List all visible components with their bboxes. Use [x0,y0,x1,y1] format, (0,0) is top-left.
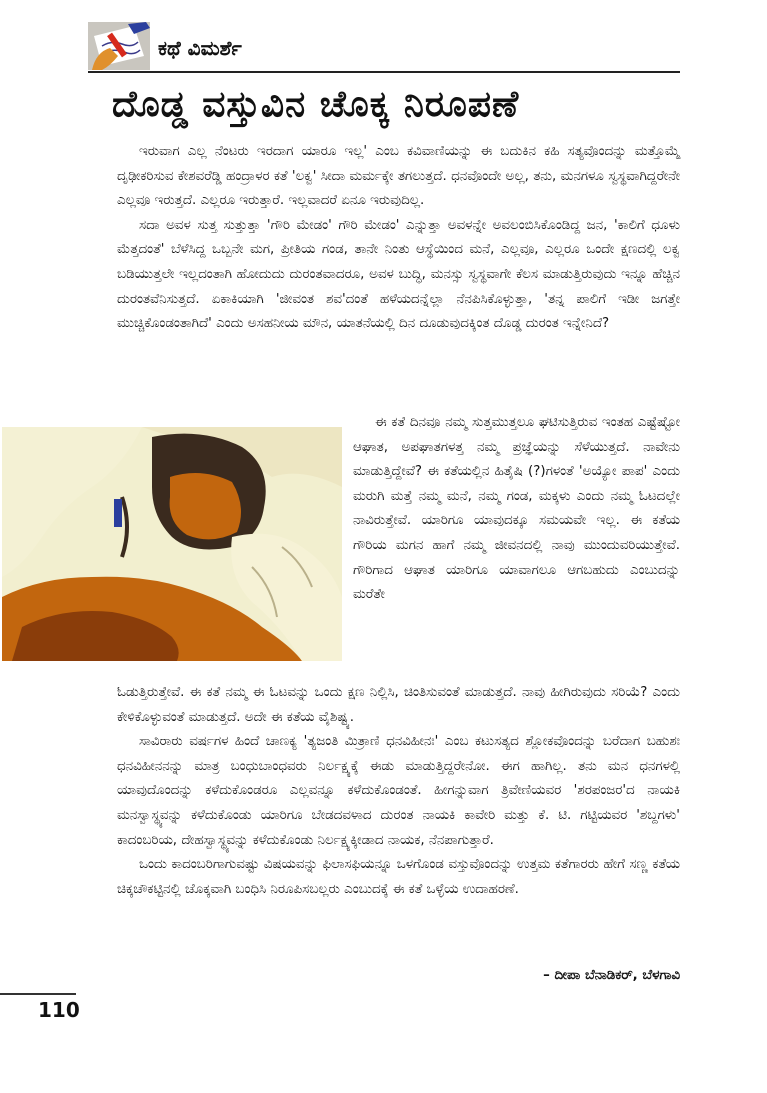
paragraph: ಸಾವಿರಾರು ವರ್ಷಗಳ ಹಿಂದೆ ಚಾಣಕ್ಯ 'ತ್ಯಜಂತಿ ಮಿತ್ರಾಣಿ ಧನವಿಹೀನಃ' ಎಂಬ ಕಟುಸತ್ಯದ ಶ್ಲೋಕವೊಂದನ್ನು ಬರೆದಾಗ ಬಹುಶಃ ಧನವಿಹೀನನನ್ನು ಮಾತ್ರ ಬಂಧುಬಾಂಧವರು ನಿರ್ಲಕ್ಷ್ಯಕ್ಕೆ ಈಡು ಮಾಡುತ್ತಿದ್ದರೇನೋ. ಈಗ ಹಾಗಿಲ್ಲ. ತನು ಮನ ಧನಗಳಲ್ಲಿ ಯಾವುದೊಂದನ್ನು ಕಳೆದುಕೊಂಡರೂ ಎಲ್ಲವನ್ನೂ ಕಳೆದುಕೊಂಡಂತೆ. ಹೀಗನ್ನುವಾಗ ತ್ರಿವೇಣಿಯವರ 'ಶರಪಂಜರ'ದ ನಾಯಕಿ ಮನಸ್ವಾಸ್ಥ್ಯವನ್ನು ಕಳೆದುಕೊಂಡು ಯಾರಿಗೂ ಬೇಡದವಳಾದ ದುರಂತ ನಾಯಕಿ ಕಾವೇರಿ ಮತ್ತು ಕೆ. ಟಿ. ಗಟ್ಟಿಯವರ 'ಶಬ್ದಗಳು' ಕಾದಂಬರಿಯ, ದೇಹಸ್ವಾಸ್ಥ್ಯವನ್ನು ಕಳೆದುಕೊಂಡು ನಿರ್ಲಕ್ಷ್ಯಕ್ಕೀಡಾದ ನಾಯಕ, ನೆನಪಾಗುತ್ತಾರೆ. [117,734,680,848]
article-title: ದೊಡ್ಡ ವಸ್ತುವಿನ ಚೊಕ್ಕ ನಿರೂಪಣೆ [112,84,520,125]
paragraph: ಓಡುತ್ತಿರುತ್ತೇವೆ. ಈ ಕತೆ ನಮ್ಮ ಈ ಓಟವನ್ನು ಒಂದು ಕ್ಷಣ ನಿಲ್ಲಿಸಿ, ಚಿಂತಿಸುವಂತೆ ಮಾಡುತ್ತದೆ. ನಾವು ಹೀಗಿರುವುದು ಸರಿಯೆ? ಎಂದು ಕೇಳಿಕೊಳ್ಳುವಂತೆ ಮಾಡುತ್ತದೆ. ಅದೇ ಈ ಕತೆಯ ವೈಶಿಷ್ಟ್ಯ. [117,685,680,725]
paragraph: ಒಂದು ಕಾದಂಬರಿಗಾಗುವಷ್ಟು ವಿಷಯವನ್ನು ಫಿಲಾಸಫಿಯನ್ನೂ ಒಳಗೊಂಡ ವಸ್ತುವೊಂದನ್ನು ಉತ್ತಮ ಕತೆಗಾರರು ಹೇಗೆ ಸಣ್ಣ ಕತೆಯ ಚಿಕ್ಕಚೌಕಟ್ಟಿನಲ್ಲಿ ಚೊಕ್ಕವಾಗಿ ಬಂಧಿಸಿ ನಿರೂಪಿಸಬಲ್ಲರು ಎಂಬುದಕ್ಕೆ ಈ ಕತೆ ಒಳ್ಳೆಯ ಉದಾಹರಣೆ. [117,857,680,897]
article-photo [2,427,342,661]
paragraph: ಈ ಕತೆ ದಿನವೂ ನಮ್ಮ ಸುತ್ತಮುತ್ತಲೂ ಘಟಿಸುತ್ತಿರುವ ಇಂತಹ ಎಷ್ಟೆಷ್ಟೋ ಆಘಾತ, ಅಪಘಾತಗಳತ್ತ ನಮ್ಮ ಪ್ರಜ್ಞೆಯನ್ನು ಸೆಳೆಯುತ್ತದೆ. ನಾವೇನು ಮಾಡುತ್ತಿದ್ದೇವೆ? ಈ ಕತೆಯಲ್ಲಿನ ಹಿತೈಷಿ (?)ಗಳಂತೆ 'ಅಯ್ಯೋ ಪಾಪ' ಎಂದು ಮರುಗಿ ಮತ್ತೆ ನಮ್ಮ ಮನೆ, ನಮ್ಮ ಗಂಡ, ಮಕ್ಕಳು ಎಂದು ನಮ್ಮ ಓಟದಲ್ಲೇ ನಾವಿರುತ್ತೇವೆ. ಯಾರಿಗೂ ಯಾವುದಕ್ಕೂ ಸಮಯವೇ ಇಲ್ಲ. ಈ ಕತೆಯ ಗೌರಿಯ ಮಗನ ಹಾಗೆ ನಮ್ಮ ಜೀವನದಲ್ಲಿ ನಾವು ಮುಂದುವರಿಯುತ್ತೇವೆ. ಗೌರಿಗಾದ ಆಘಾತ ಯಾರಿಗೂ ಯಾವಾಗಲೂ ಆಗಬಹುದು ಎಂಬುದನ್ನು ಮರೆತೇ [353,415,680,603]
pen-on-paper-icon [88,22,150,70]
author-signature: – ದೀಪಾ ಬೆನಾಡಿಕರ್, ಬೆಳಗಾವಿ [543,968,680,983]
page-number: 110 [38,998,80,1022]
section-label: ಕಥೆ ವಿಮರ್ಶೆ [158,36,242,60]
paragraph: ಸದಾ ಅವಳ ಸುತ್ತ ಸುತ್ತುತ್ತಾ 'ಗೌರಿ ಮೇಡಂ' ಗೌರಿ ಮೇಡಂ' ಎನ್ನುತ್ತಾ ಅವಳನ್ನೇ ಅವಲಂಬಿಸಿಕೊಂಡಿದ್ದ ಜನ, 'ಕಾಲಿಗೆ ಧೂಳು ಮೆತ್ತದಂತೆ' ಬೆಳೆಸಿದ್ದ ಒಬ್ಬನೇ ಮಗ, ಪ್ರೀತಿಯ ಗಂಡ, ತಾನೇ ನಿಂತು ಆಸ್ಥೆಯಿಂದ ಮನೆ, ಎಲ್ಲವೂ, ಎಲ್ಲರೂ ಒಂದೇ ಕ್ಷಣದಲ್ಲಿ ಲಕ್ವ ಬಡಿಯುತ್ತಲೇ ಇಲ್ಲದಂತಾಗಿ ಹೋದುದು ದುರಂತವಾದರೂ, ಅವಳ ಬುದ್ಧಿ, ಮನಸ್ಸು ಸ್ವಸ್ಥವಾಗೇ ಕೆಲಸ ಮಾಡುತ್ತಿರುವುದು ಇನ್ನೂ ಹೆಚ್ಚಿನ ದುರಂತವೆನಿಸುತ್ತದೆ. ಏಕಾಕಿಯಾಗಿ 'ಜೀವಂತ ಶವ'ದಂತೆ ಹಳೆಯದನ್ನೆಲ್ಲಾ ನೆನಪಿಸಿಕೊಳ್ಳುತ್ತಾ, 'ತನ್ನ ಪಾಲಿಗೆ ಇಡೀ ಜಗತ್ತೇ ಮುಚ್ಚಿಕೊಂಡಂತಾಗಿದೆ' ಎಂದು ಅಸಹನೀಯ ಮೌನ, ಯಾತನೆಯಲ್ಲಿ ದಿನ ದೂಡುವುದಕ್ಕಿಂತ ದೊಡ್ಡ ದುರಂತ ಇನ್ನೇನಿದೆ? [117,217,680,332]
article-body-bottom [117,681,680,902]
footer-divider [0,993,76,995]
article-body-side [353,411,680,608]
paragraph: ಇರುವಾಗ ಎಲ್ಲ ನೆಂಟರು ಇರದಾಗ ಯಾರೂ ಇಲ್ಲ' ಎಂಬ ಕವಿವಾಣಿಯನ್ನು ಈ ಬದುಕಿನ ಕಹಿ ಸತ್ಯವೊಂದನ್ನು ಮತ್ತೊಮ್ಮೆ ದೃಢೀಕರಿಸುವ ಕೇಶವರೆಡ್ಡಿ ಹಂದ್ರಾಳರ ಕತೆ 'ಲಕ್ವ' ಸೀದಾ ಮರ್ಮಕ್ಕೇ ತಗಲುತ್ತದೆ. ಧನವೊಂದೇ ಅಲ್ಲ, ತನು, ಮನಗಳೂ ಸ್ವಸ್ಥವಾಗಿದ್ದರೇನೇ ಎಲ್ಲವೂ ಇರುತ್ತದೆ. ಎಲ್ಲರೂ ಇರುತ್ತಾರೆ. ಇಲ್ಲವಾದರೆ ಏನೂ ಇರುವುದಿಲ್ಲ. [117,144,680,209]
article-body-top [117,140,680,337]
header-divider [88,71,680,73]
